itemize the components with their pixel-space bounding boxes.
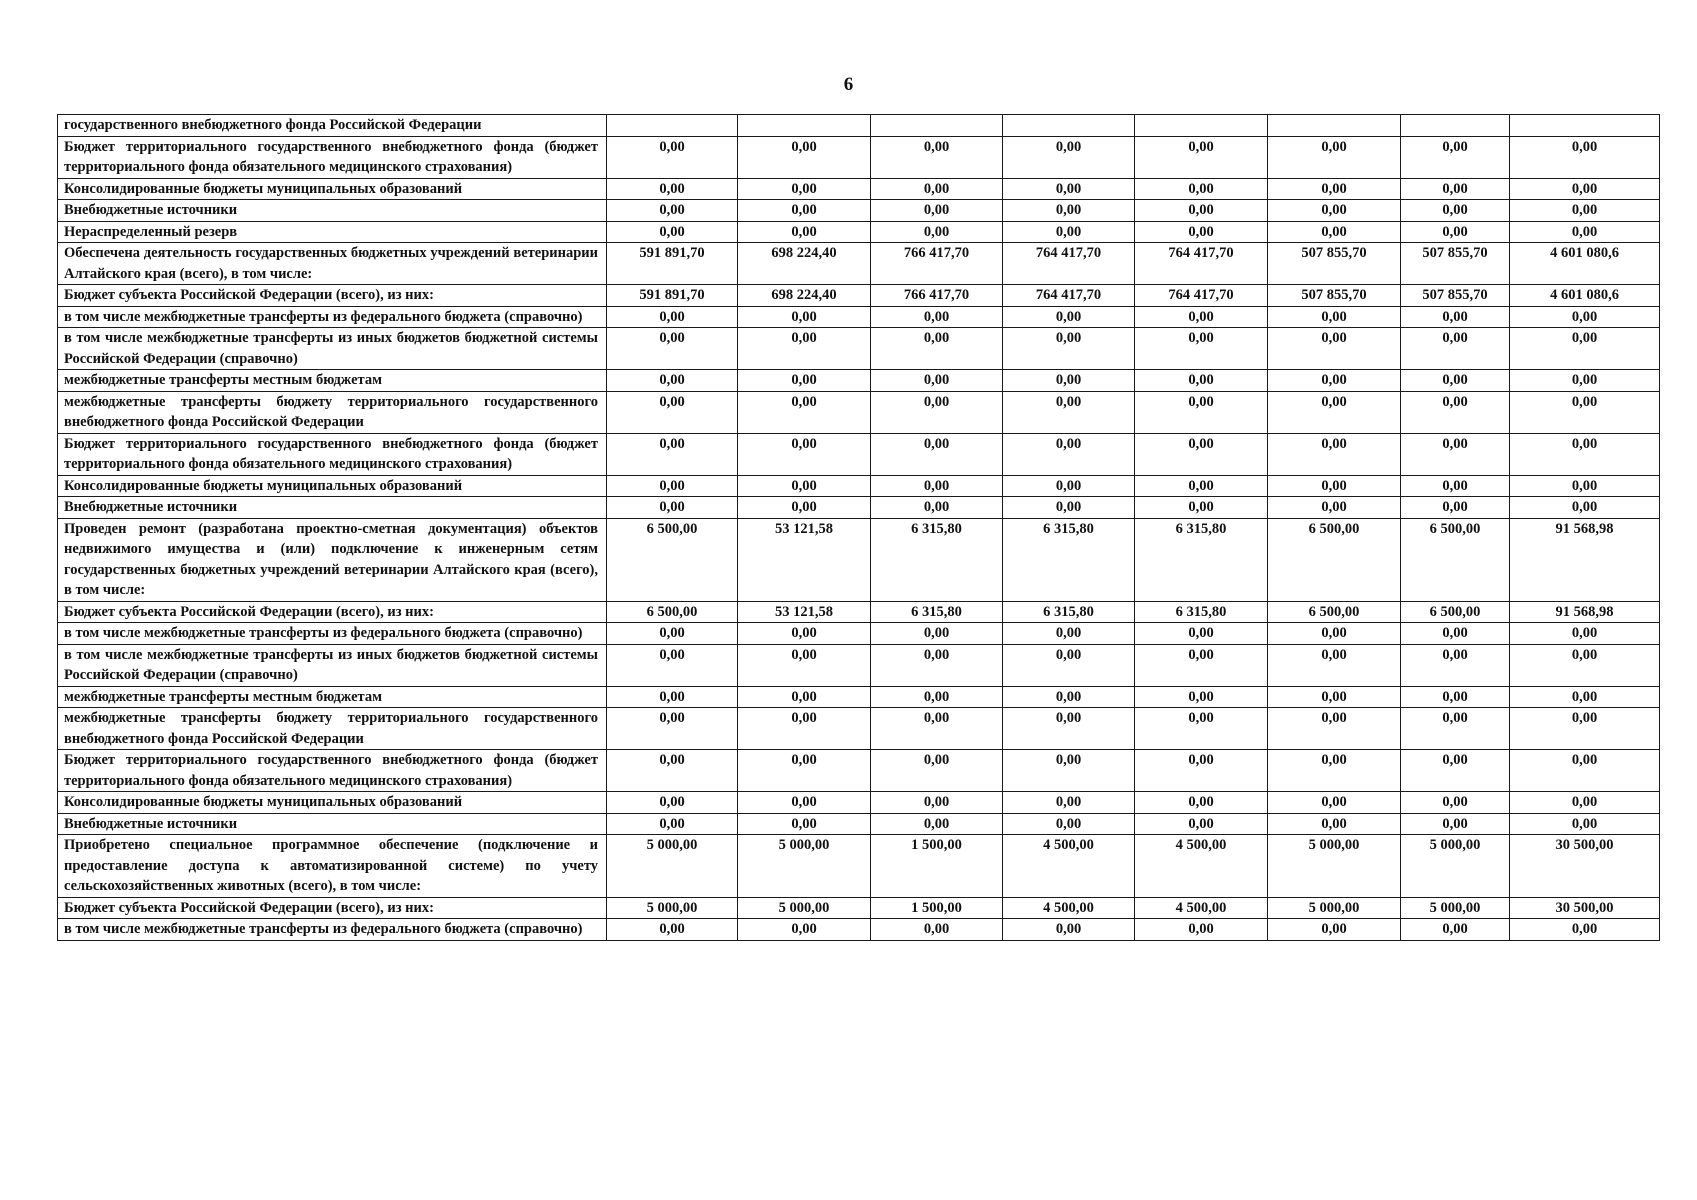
- value-cell: 0,00: [871, 686, 1003, 708]
- value-cell: 0,00: [1003, 475, 1135, 497]
- value-cell: 0,00: [1135, 919, 1268, 941]
- row-label: Бюджет территориального государственного внебюджетного фонда (бюджет территориального фонда обязательного медицинского страхования): [58, 433, 607, 475]
- table-row: [58, 708, 1660, 750]
- value-cell: 6 500,00: [1268, 518, 1401, 601]
- value-cell: [738, 115, 871, 137]
- value-cell: 591 891,70: [607, 285, 738, 307]
- value-cell: 6 315,80: [1135, 601, 1268, 623]
- value-cell: 0,00: [1510, 433, 1660, 475]
- value-cell: 4 500,00: [1135, 835, 1268, 898]
- value-cell: 0,00: [738, 686, 871, 708]
- value-cell: 0,00: [607, 750, 738, 792]
- value-cell: 0,00: [1268, 433, 1401, 475]
- value-cell: [607, 115, 738, 137]
- row-label: в том числе межбюджетные трансферты из федерального бюджета (справочно): [58, 306, 607, 328]
- value-cell: 0,00: [1510, 813, 1660, 835]
- value-cell: 4 500,00: [1003, 897, 1135, 919]
- value-cell: 6 315,80: [1003, 518, 1135, 601]
- value-cell: 0,00: [1003, 644, 1135, 686]
- value-cell: 0,00: [1510, 497, 1660, 519]
- table-row: [58, 897, 1660, 919]
- value-cell: 0,00: [871, 221, 1003, 243]
- table-row: [58, 221, 1660, 243]
- value-cell: 0,00: [1401, 686, 1510, 708]
- value-cell: 0,00: [1401, 919, 1510, 941]
- value-cell: 0,00: [1135, 750, 1268, 792]
- row-label: в том числе межбюджетные трансферты из федерального бюджета (справочно): [58, 623, 607, 645]
- value-cell: 0,00: [607, 391, 738, 433]
- value-cell: 0,00: [871, 370, 1003, 392]
- value-cell: 0,00: [1003, 750, 1135, 792]
- value-cell: 0,00: [1268, 370, 1401, 392]
- value-cell: 0,00: [1401, 221, 1510, 243]
- value-cell: 0,00: [1401, 813, 1510, 835]
- value-cell: 0,00: [1510, 708, 1660, 750]
- value-cell: 0,00: [1135, 200, 1268, 222]
- value-cell: 0,00: [607, 686, 738, 708]
- value-cell: 4 500,00: [1003, 835, 1135, 898]
- value-cell: 0,00: [871, 623, 1003, 645]
- row-label: Бюджет территориального государственного внебюджетного фонда (бюджет территориального фонда обязательного медицинского страхования): [58, 136, 607, 178]
- value-cell: 0,00: [1003, 178, 1135, 200]
- table-row: [58, 919, 1660, 941]
- value-cell: 0,00: [1510, 750, 1660, 792]
- value-cell: 0,00: [1268, 221, 1401, 243]
- value-cell: 0,00: [1510, 328, 1660, 370]
- row-label: межбюджетные трансферты бюджету территориального государственного внебюджетного фонда Российской Федерации: [58, 708, 607, 750]
- value-cell: 766 417,70: [871, 243, 1003, 285]
- value-cell: 6 315,80: [1135, 518, 1268, 601]
- table-row: [58, 136, 1660, 178]
- budget-table: [57, 114, 1660, 941]
- value-cell: 0,00: [1510, 136, 1660, 178]
- table-row: [58, 644, 1660, 686]
- value-cell: 764 417,70: [1003, 285, 1135, 307]
- value-cell: 0,00: [1003, 497, 1135, 519]
- value-cell: 0,00: [1003, 136, 1135, 178]
- value-cell: 0,00: [738, 200, 871, 222]
- value-cell: 0,00: [1003, 221, 1135, 243]
- value-cell: 0,00: [871, 813, 1003, 835]
- value-cell: [1003, 115, 1135, 137]
- value-cell: 1 500,00: [871, 897, 1003, 919]
- row-label: в том числе межбюджетные трансферты из иных бюджетов бюджетной системы Российской Федерации (справочно): [58, 328, 607, 370]
- value-cell: 0,00: [871, 919, 1003, 941]
- table-row: [58, 623, 1660, 645]
- value-cell: 0,00: [607, 708, 738, 750]
- value-cell: 0,00: [1268, 919, 1401, 941]
- value-cell: 0,00: [1135, 708, 1268, 750]
- value-cell: 0,00: [1510, 178, 1660, 200]
- value-cell: 0,00: [1510, 686, 1660, 708]
- value-cell: 0,00: [738, 644, 871, 686]
- value-cell: 6 315,80: [871, 601, 1003, 623]
- value-cell: 1 500,00: [871, 835, 1003, 898]
- value-cell: 30 500,00: [1510, 835, 1660, 898]
- value-cell: 5 000,00: [1268, 897, 1401, 919]
- value-cell: 0,00: [871, 792, 1003, 814]
- value-cell: 0,00: [738, 750, 871, 792]
- value-cell: 0,00: [1510, 919, 1660, 941]
- value-cell: 0,00: [1003, 792, 1135, 814]
- row-label: Обеспечена деятельность государственных бюджетных учреждений ветеринарии Алтайского края (всего), в том числе:: [58, 243, 607, 285]
- value-cell: 0,00: [607, 136, 738, 178]
- row-label: межбюджетные трансферты местным бюджетам: [58, 686, 607, 708]
- value-cell: 0,00: [871, 708, 1003, 750]
- table-row: [58, 601, 1660, 623]
- value-cell: 507 855,70: [1268, 285, 1401, 307]
- row-label: Внебюджетные источники: [58, 813, 607, 835]
- value-cell: 507 855,70: [1401, 243, 1510, 285]
- table-row: [58, 686, 1660, 708]
- table-row: [58, 433, 1660, 475]
- value-cell: 0,00: [1268, 497, 1401, 519]
- value-cell: 0,00: [1003, 433, 1135, 475]
- value-cell: 0,00: [1135, 813, 1268, 835]
- value-cell: 0,00: [1135, 178, 1268, 200]
- value-cell: [1510, 115, 1660, 137]
- value-cell: 0,00: [607, 433, 738, 475]
- value-cell: 5 000,00: [1401, 897, 1510, 919]
- value-cell: 507 855,70: [1268, 243, 1401, 285]
- value-cell: 698 224,40: [738, 285, 871, 307]
- value-cell: 5 000,00: [738, 897, 871, 919]
- row-label: Консолидированные бюджеты муниципальных образований: [58, 792, 607, 814]
- value-cell: 5 000,00: [607, 835, 738, 898]
- value-cell: 0,00: [1401, 178, 1510, 200]
- value-cell: 0,00: [1135, 475, 1268, 497]
- value-cell: [1135, 115, 1268, 137]
- value-cell: 91 568,98: [1510, 601, 1660, 623]
- value-cell: 0,00: [1268, 750, 1401, 792]
- row-label: Внебюджетные источники: [58, 497, 607, 519]
- row-label: межбюджетные трансферты местным бюджетам: [58, 370, 607, 392]
- value-cell: 0,00: [1135, 433, 1268, 475]
- table-row: [58, 518, 1660, 601]
- value-cell: 0,00: [1401, 792, 1510, 814]
- value-cell: 0,00: [1003, 623, 1135, 645]
- row-label: Внебюджетные источники: [58, 200, 607, 222]
- value-cell: 0,00: [607, 200, 738, 222]
- value-cell: 0,00: [738, 433, 871, 475]
- value-cell: 0,00: [738, 391, 871, 433]
- value-cell: 0,00: [1135, 623, 1268, 645]
- value-cell: 764 417,70: [1135, 285, 1268, 307]
- value-cell: 0,00: [1135, 644, 1268, 686]
- value-cell: 0,00: [1268, 328, 1401, 370]
- value-cell: 0,00: [1135, 136, 1268, 178]
- value-cell: 0,00: [738, 813, 871, 835]
- value-cell: 0,00: [1510, 644, 1660, 686]
- value-cell: 0,00: [1510, 370, 1660, 392]
- table-row: [58, 475, 1660, 497]
- table-row: [58, 813, 1660, 835]
- value-cell: 591 891,70: [607, 243, 738, 285]
- value-cell: 0,00: [1401, 433, 1510, 475]
- row-label: Нераспределенный резерв: [58, 221, 607, 243]
- row-label: межбюджетные трансферты бюджету территориального государственного внебюджетного фонда Российской Федерации: [58, 391, 607, 433]
- value-cell: 0,00: [1135, 497, 1268, 519]
- value-cell: 0,00: [607, 623, 738, 645]
- value-cell: 0,00: [738, 475, 871, 497]
- value-cell: 91 568,98: [1510, 518, 1660, 601]
- value-cell: 0,00: [871, 497, 1003, 519]
- value-cell: 0,00: [738, 221, 871, 243]
- table-row: [58, 243, 1660, 285]
- value-cell: 0,00: [1510, 475, 1660, 497]
- value-cell: 0,00: [607, 370, 738, 392]
- value-cell: 0,00: [1268, 708, 1401, 750]
- value-cell: 0,00: [871, 328, 1003, 370]
- value-cell: 53 121,58: [738, 601, 871, 623]
- value-cell: 0,00: [607, 328, 738, 370]
- value-cell: 6 315,80: [871, 518, 1003, 601]
- value-cell: 0,00: [607, 813, 738, 835]
- table-row: [58, 285, 1660, 307]
- value-cell: 0,00: [607, 221, 738, 243]
- value-cell: 0,00: [871, 306, 1003, 328]
- value-cell: 0,00: [1268, 306, 1401, 328]
- value-cell: 53 121,58: [738, 518, 871, 601]
- value-cell: 0,00: [1135, 686, 1268, 708]
- value-cell: 0,00: [1003, 328, 1135, 370]
- value-cell: 0,00: [738, 623, 871, 645]
- table-row: [58, 200, 1660, 222]
- table-row: [58, 497, 1660, 519]
- value-cell: 0,00: [1003, 708, 1135, 750]
- row-label: Консолидированные бюджеты муниципальных образований: [58, 475, 607, 497]
- value-cell: 0,00: [1268, 792, 1401, 814]
- value-cell: 0,00: [1401, 750, 1510, 792]
- value-cell: 0,00: [1268, 813, 1401, 835]
- value-cell: 0,00: [871, 200, 1003, 222]
- value-cell: 764 417,70: [1135, 243, 1268, 285]
- table-row: [58, 328, 1660, 370]
- value-cell: 0,00: [738, 136, 871, 178]
- value-cell: 0,00: [1135, 306, 1268, 328]
- row-label: Бюджет территориального государственного внебюджетного фонда (бюджет территориального фонда обязательного медицинского страхования): [58, 750, 607, 792]
- table-row: [58, 835, 1660, 898]
- row-label: Проведен ремонт (разработана проектно-сметная документация) объектов недвижимого имущества и (или) подключение к инженерным сетям государственных бюджетных учреждений ветеринарии Алтайского края (всего), в том числе:: [58, 518, 607, 601]
- value-cell: 764 417,70: [1003, 243, 1135, 285]
- value-cell: 0,00: [871, 750, 1003, 792]
- value-cell: 0,00: [738, 306, 871, 328]
- value-cell: 0,00: [1401, 708, 1510, 750]
- value-cell: 4 601 080,6: [1510, 285, 1660, 307]
- row-label: Консолидированные бюджеты муниципальных образований: [58, 178, 607, 200]
- value-cell: 0,00: [1401, 623, 1510, 645]
- value-cell: 0,00: [1401, 391, 1510, 433]
- value-cell: 0,00: [1135, 328, 1268, 370]
- value-cell: 0,00: [1401, 644, 1510, 686]
- value-cell: 0,00: [738, 497, 871, 519]
- value-cell: 0,00: [1003, 391, 1135, 433]
- value-cell: 0,00: [1401, 136, 1510, 178]
- value-cell: 0,00: [1401, 370, 1510, 392]
- value-cell: 0,00: [871, 178, 1003, 200]
- page-number: 6: [843, 74, 854, 95]
- table-row: [58, 792, 1660, 814]
- value-cell: 0,00: [1268, 686, 1401, 708]
- value-cell: 0,00: [1510, 200, 1660, 222]
- value-cell: 0,00: [1401, 475, 1510, 497]
- value-cell: 0,00: [1401, 306, 1510, 328]
- value-cell: 5 000,00: [738, 835, 871, 898]
- value-cell: 0,00: [1268, 475, 1401, 497]
- value-cell: 5 000,00: [1401, 835, 1510, 898]
- value-cell: 0,00: [1401, 497, 1510, 519]
- value-cell: 0,00: [738, 370, 871, 392]
- value-cell: [1401, 115, 1510, 137]
- value-cell: 0,00: [607, 497, 738, 519]
- value-cell: 0,00: [738, 178, 871, 200]
- value-cell: 6 500,00: [607, 518, 738, 601]
- value-cell: 6 500,00: [1401, 601, 1510, 623]
- value-cell: 0,00: [1003, 919, 1135, 941]
- table-row: [58, 391, 1660, 433]
- value-cell: 0,00: [607, 644, 738, 686]
- value-cell: 0,00: [607, 306, 738, 328]
- value-cell: 0,00: [871, 136, 1003, 178]
- value-cell: 0,00: [738, 919, 871, 941]
- row-label: государственного внебюджетного фонда Российской Федерации: [58, 115, 607, 137]
- table-row: [58, 750, 1660, 792]
- row-label: Бюджет субъекта Российской Федерации (всего), из них:: [58, 285, 607, 307]
- value-cell: 30 500,00: [1510, 897, 1660, 919]
- value-cell: 0,00: [1135, 221, 1268, 243]
- table-row: [58, 178, 1660, 200]
- value-cell: 0,00: [871, 475, 1003, 497]
- value-cell: 0,00: [1510, 306, 1660, 328]
- value-cell: 6 500,00: [1401, 518, 1510, 601]
- value-cell: 0,00: [607, 178, 738, 200]
- value-cell: 6 315,80: [1003, 601, 1135, 623]
- value-cell: 0,00: [1003, 200, 1135, 222]
- table-row: [58, 115, 1660, 137]
- value-cell: 0,00: [1268, 136, 1401, 178]
- value-cell: 0,00: [607, 475, 738, 497]
- value-cell: 0,00: [738, 708, 871, 750]
- value-cell: 0,00: [1268, 623, 1401, 645]
- value-cell: [871, 115, 1003, 137]
- value-cell: 0,00: [1401, 328, 1510, 370]
- value-cell: 0,00: [1003, 686, 1135, 708]
- row-label: Бюджет субъекта Российской Федерации (всего), из них:: [58, 601, 607, 623]
- value-cell: 6 500,00: [1268, 601, 1401, 623]
- value-cell: 0,00: [1003, 370, 1135, 392]
- value-cell: 0,00: [1510, 391, 1660, 433]
- value-cell: 0,00: [1135, 391, 1268, 433]
- value-cell: 507 855,70: [1401, 285, 1510, 307]
- value-cell: 0,00: [1003, 306, 1135, 328]
- value-cell: [1268, 115, 1401, 137]
- value-cell: 5 000,00: [607, 897, 738, 919]
- value-cell: 0,00: [738, 328, 871, 370]
- value-cell: 0,00: [1401, 200, 1510, 222]
- value-cell: 0,00: [607, 792, 738, 814]
- row-label: в том числе межбюджетные трансферты из иных бюджетов бюджетной системы Российской Федерации (справочно): [58, 644, 607, 686]
- value-cell: 0,00: [1268, 178, 1401, 200]
- value-cell: 0,00: [871, 391, 1003, 433]
- row-label: в том числе межбюджетные трансферты из федерального бюджета (справочно): [58, 919, 607, 941]
- value-cell: 698 224,40: [738, 243, 871, 285]
- row-label: Приобретено специальное программное обеспечение (подключение и предоставление доступа к автоматизированной системе) по учету сельскохозяйственных животных (всего), в том числе:: [58, 835, 607, 898]
- value-cell: 0,00: [1003, 813, 1135, 835]
- value-cell: 0,00: [1135, 792, 1268, 814]
- table-row: [58, 370, 1660, 392]
- value-cell: 0,00: [871, 644, 1003, 686]
- value-cell: 5 000,00: [1268, 835, 1401, 898]
- value-cell: 0,00: [1510, 221, 1660, 243]
- value-cell: 0,00: [1268, 644, 1401, 686]
- value-cell: 0,00: [738, 792, 871, 814]
- value-cell: 0,00: [1135, 370, 1268, 392]
- table-row: [58, 306, 1660, 328]
- value-cell: 0,00: [1510, 623, 1660, 645]
- value-cell: 4 500,00: [1135, 897, 1268, 919]
- value-cell: 0,00: [1268, 200, 1401, 222]
- value-cell: 0,00: [871, 433, 1003, 475]
- value-cell: 0,00: [1268, 391, 1401, 433]
- value-cell: 0,00: [1510, 792, 1660, 814]
- value-cell: 0,00: [607, 919, 738, 941]
- value-cell: 6 500,00: [607, 601, 738, 623]
- row-label: Бюджет субъекта Российской Федерации (всего), из них:: [58, 897, 607, 919]
- value-cell: 4 601 080,6: [1510, 243, 1660, 285]
- value-cell: 766 417,70: [871, 285, 1003, 307]
